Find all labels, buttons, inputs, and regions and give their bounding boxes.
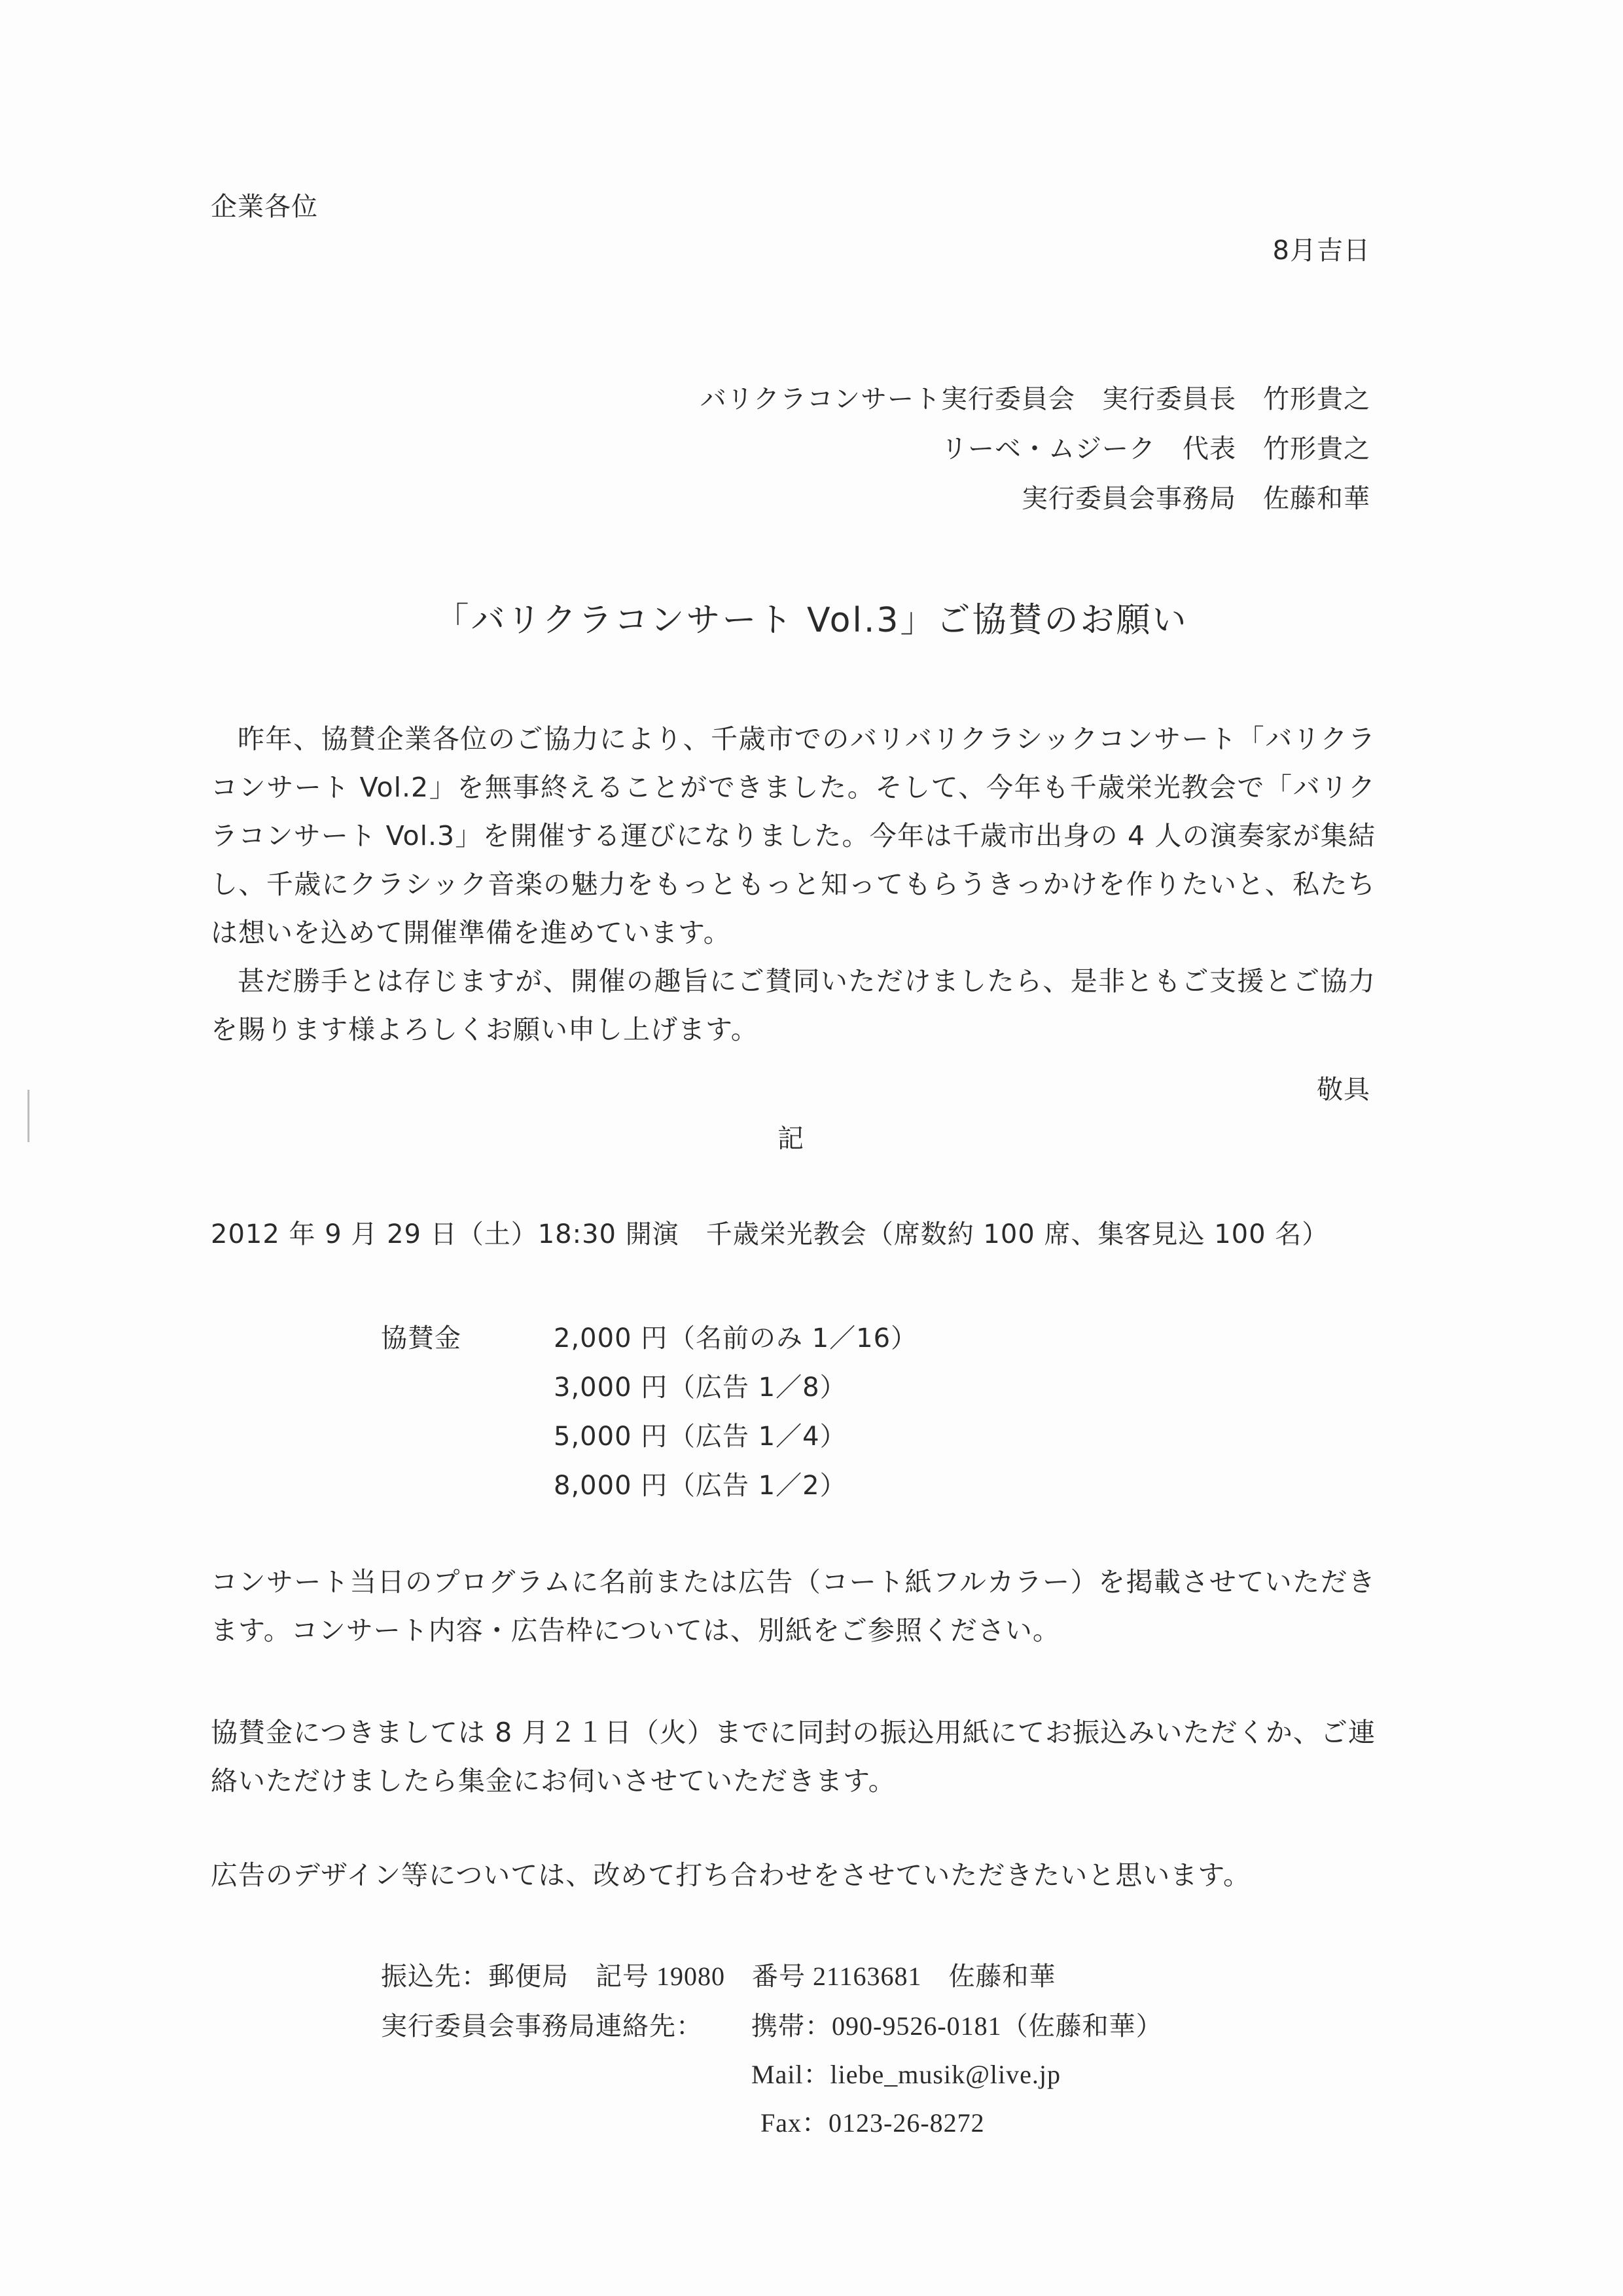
tier-2-note: （広告 1／8） [669,1372,847,1403]
note-ad-design [211,1851,1376,1899]
note-ad-design-text: 広告のデザイン等については、改めて打ち合わせをさせていただきたいと思います。 [211,1859,1251,1891]
date: 8月吉日 [1272,236,1370,266]
page-title: 「バリクラコンサート Vol.3」ご協賛のお願い [435,601,1188,640]
recipient: 企業各位 [211,192,318,222]
contact-fax: Fax：0123-26-8272 [760,2108,985,2138]
tier-1-amount: 2,000 円 [554,1323,668,1354]
contact-mobile: 携帯：090-9526-0181（佐藤和華） [751,2011,1163,2041]
note-program [211,1558,1376,1655]
sponsorship-label: 協賛金 [381,1323,461,1354]
event-details: 2012 年 9 月 29 日（土）18:30 開演 千歳栄光教会（席数約 100 席、集客見込 100 名） [211,1219,1329,1249]
tier-3-amount: 5,000 円 [554,1422,668,1452]
tier-3-note: （広告 1／4） [669,1422,847,1452]
contact-mail: Mail：liebe_musik@live.jp [751,2060,1061,2089]
body-paragraph-1: 昨年、協賛企業各位のご協力により、千歳市でのバリバリクラシックコンサート「バリクラコンサート Vol.2」を無事終えることができました。そして、今年も千歳栄光教会で「バリクラコンサート Vol.3」を開催する運びになりました。今年は千歳市出身の 4 人の演奏家が集結し、千歳にクラシック音楽の魅力をもっともっと知ってもらうきっかけを作りたいと、私たちは想いを込めて開催準備を進めています。 [211,723,1376,948]
sender-liebe-musik: リーベ・ムジーク 代表 竹形貴之 [941,434,1370,464]
tier-4-note: （広告 1／2） [669,1471,847,1501]
tier-2-amount: 3,000 円 [554,1372,668,1403]
closing: 敬具 [1317,1075,1370,1105]
body-paragraph-2: 甚だ勝手とは存じますが、開催の趣旨にご賛同いただけましたら、是非ともご支援とご協力を賜ります様よろしくお願い申し上げます。 [211,965,1376,1045]
note-payment-deadline [211,1708,1376,1805]
note-payment-deadline-text: 協賛金につきましては 8 月２１日（火）までに同封の振込用紙にてお振込みいただくか、ご連絡いただけましたら集金にお伺いさせていただきます。 [211,1717,1376,1797]
contact-label: 実行委員会事務局連絡先： [381,2011,703,2041]
tier-4-amount: 8,000 円 [554,1471,668,1501]
ki-heading: 記 [777,1124,804,1154]
payment-info: 振込先：郵便局 記号 19080 番号 21163681 佐藤和華 [381,1962,1056,1991]
tier-1-note: （名前のみ 1／16） [669,1323,918,1354]
note-program-text: コンサート当日のプログラムに名前または広告（コート紙フルカラー）を掲載させていただきます。コンサート内容・広告枠については、別紙をご参照ください。 [211,1566,1376,1646]
sender-committee: バリクラコンサート実行委員会 実行委員長 竹形貴之 [700,384,1370,414]
scan-mark [27,1090,29,1142]
sender-office: 実行委員会事務局 佐藤和華 [1022,484,1370,514]
body-text [211,715,1376,1054]
